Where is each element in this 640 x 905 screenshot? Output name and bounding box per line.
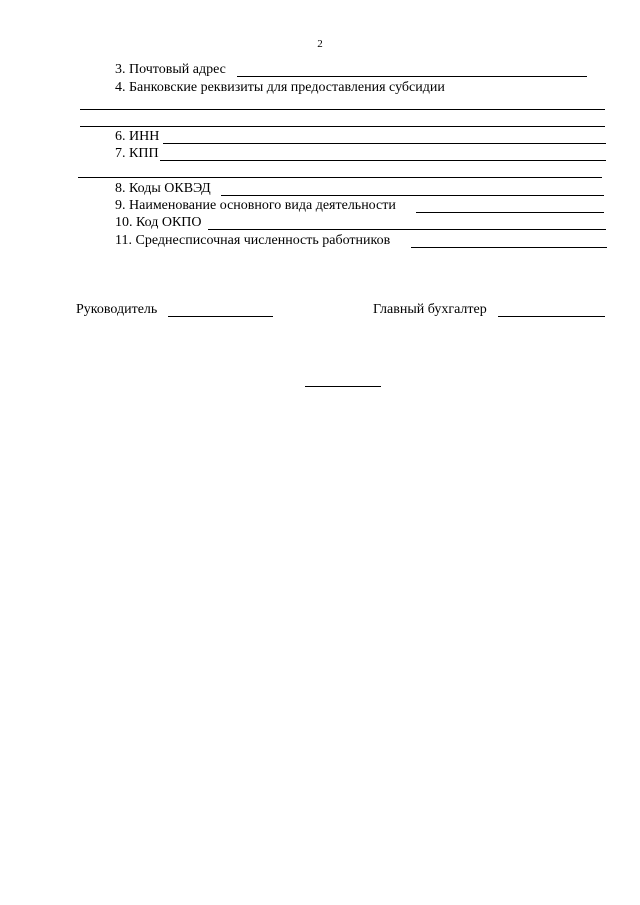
field-okved-label: 8. Коды ОКВЭД [115, 181, 211, 196]
field-inn-line[interactable] [163, 143, 606, 144]
field-bank-details-label: 4. Банковские реквизиты для предоставления субсидии [115, 80, 445, 95]
field-bank-details-line-1[interactable] [80, 109, 605, 110]
field-main-activity-line[interactable] [416, 212, 604, 213]
signature-accountant-label: Главный бухгалтер [373, 302, 487, 317]
field-postal-address-line[interactable] [237, 76, 587, 77]
field-headcount-label: 11. Среднесписочная численность работников [115, 233, 391, 248]
field-okpo-label: 10. Код ОКПО [115, 215, 202, 230]
field-kpp-label: 7. КПП [115, 146, 159, 161]
field-postal-address-label: 3. Почтовый адрес [115, 62, 226, 77]
page-number: 2 [317, 38, 323, 50]
signature-accountant-line[interactable] [498, 316, 605, 317]
field-main-activity-label: 9. Наименование основного вида деятельности [115, 198, 396, 213]
end-rule [305, 386, 381, 387]
field-okved-line[interactable] [221, 195, 604, 196]
field-kpp-line[interactable] [160, 160, 606, 161]
field-bank-details-line-2[interactable] [80, 126, 605, 127]
signature-head-label: Руководитель [76, 302, 158, 317]
field-extra-line[interactable] [78, 177, 602, 178]
field-inn-label: 6. ИНН [115, 129, 160, 144]
signature-head-line[interactable] [168, 316, 273, 317]
field-headcount-line[interactable] [411, 247, 607, 248]
field-okpo-line[interactable] [208, 229, 606, 230]
